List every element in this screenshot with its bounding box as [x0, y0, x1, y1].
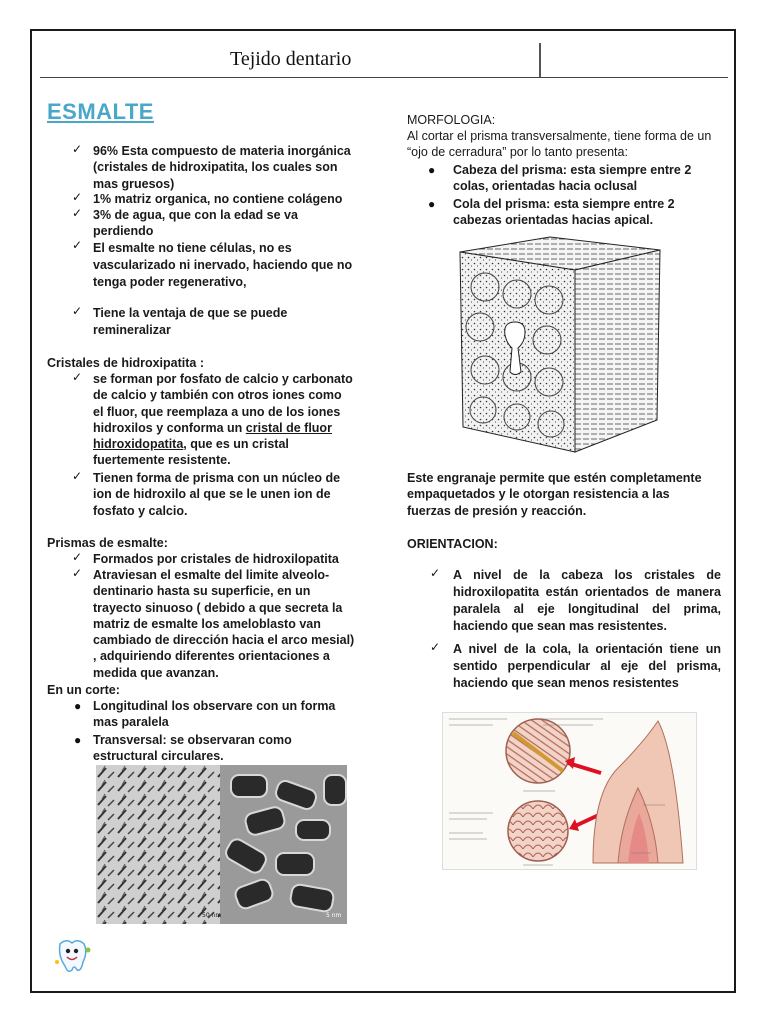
bullet-icon: ● — [74, 699, 82, 713]
header-divider — [539, 43, 541, 77]
checkmark-icon: ✓ — [72, 304, 83, 318]
enamel-prism-cube — [455, 232, 665, 454]
cristales-text-b: , que es un cristal fuertemente resistente. — [93, 437, 289, 468]
prismas-heading: Prismas de esmalte: — [47, 536, 168, 550]
orientacion-heading: ORIENTACION: — [407, 537, 498, 551]
enamel-micrograph — [96, 765, 347, 924]
checkmark-icon: ✓ — [72, 469, 83, 483]
checkmark-icon: ✓ — [72, 550, 83, 564]
corte-item: Longitudinal los observare con un forma mas paralela — [93, 699, 336, 730]
checkmark-icon: ✓ — [430, 566, 441, 580]
bullet-icon: ● — [428, 163, 436, 177]
cristales-heading: Cristales de hidroxipatita : — [47, 356, 204, 370]
prismas-item: Formados por cristales de hidroxilopatita — [93, 552, 339, 566]
checkmark-icon: ✓ — [72, 238, 83, 252]
section-title: ESMALTE — [47, 99, 154, 124]
page-title: Tejido dentario — [230, 48, 352, 70]
composition-item: 96% Esta compuesto de materia inorgánica (cristales de hidroxipatita, los cuales son mas gruesos) — [93, 144, 351, 191]
orientacion-item: A nivel de la cola, la orientación tiene un sentido perpendicular al eje del prisma, haciendo que sean menos resistentes — [453, 642, 721, 690]
morfologia-heading: MORFOLOGIA: — [407, 113, 496, 127]
corte-item: Transversal: se observaran como estructural circulares. — [93, 733, 292, 764]
header-rule — [40, 77, 728, 78]
cells-text: El esmalte no tiene células, no es vascularizado ni inervado, haciendo que no tenga poder regenerativo, — [93, 241, 353, 289]
morfologia-item: Cabeza del prisma: esta siempre entre 2 colas, orientadas hacia oclusal — [453, 163, 692, 194]
checkmark-icon: ✓ — [72, 206, 83, 220]
prismas-item: Atraviesan el esmalte del limite alveolo-dentinario hasta su superficie, en un trayecto sinuoso ( debido a que secreta la matriz de esmalte los ameloblasto van cambiado de dirección hacia el arco mesial) , adquiriendo diferentes orientaciones a medida que avanzan. — [93, 568, 355, 680]
composition-item: 3% de agua, que con la edad se va perdiendo — [93, 208, 298, 239]
svg-text:50 nm: 50 nm — [202, 912, 222, 919]
checkmark-icon: ✓ — [430, 640, 441, 654]
checkmark-icon: ✓ — [72, 370, 83, 384]
bullet-icon: ● — [428, 197, 436, 211]
composition-item: 1% matriz organica, no contiene colágeno — [93, 192, 343, 206]
checkmark-icon: ✓ — [72, 142, 83, 156]
bullet-icon: ● — [74, 733, 82, 747]
cristales-text-a: se forman por fosfato de calcio y carbonato de calcio y también con otros iones como el fluor, que reemplaza a uno de los iones hidroxilos y conforma un — [93, 372, 353, 435]
checkmark-icon: ✓ — [72, 190, 83, 204]
remineral-text: Tiene la ventaja de que se puede remineralizar — [93, 306, 288, 337]
corte-heading: En un corte: — [47, 683, 120, 697]
orientacion-item: A nivel de la cabeza los cristales de hidroxilopatita están orientados de manera paralela al eje longitudinal del prima, haciendo que sean mas resistentes. — [453, 568, 721, 633]
svg-text:5 nm: 5 nm — [326, 912, 342, 919]
morfologia-text: Al cortar el prisma transversalmente, tiene forma de un “ojo de cerradura” por lo tanto presenta: — [407, 129, 712, 160]
prism-orientation-diagram — [442, 712, 697, 870]
cristal-fluor-term: cristal de fluor hidroxidopatita — [93, 420, 332, 452]
tooth-mascot-logo — [52, 936, 96, 976]
cristales-item — [93, 371, 355, 469]
morfologia-item: Cola del prisma: esta siempre entre 2 cabezas orientadas hacias apical. — [453, 197, 675, 228]
cristales-item: Tienen forma de prisma con un núcleo de ion de hidroxilo al que se le unen ion de fosfato y calcio. — [93, 471, 341, 518]
checkmark-icon: ✓ — [72, 566, 83, 580]
engranaje-text: Este engranaje permite que estén completamente empaquetados y le otorgan resistencia a las fuerzas de presión y reacción. — [407, 471, 702, 518]
